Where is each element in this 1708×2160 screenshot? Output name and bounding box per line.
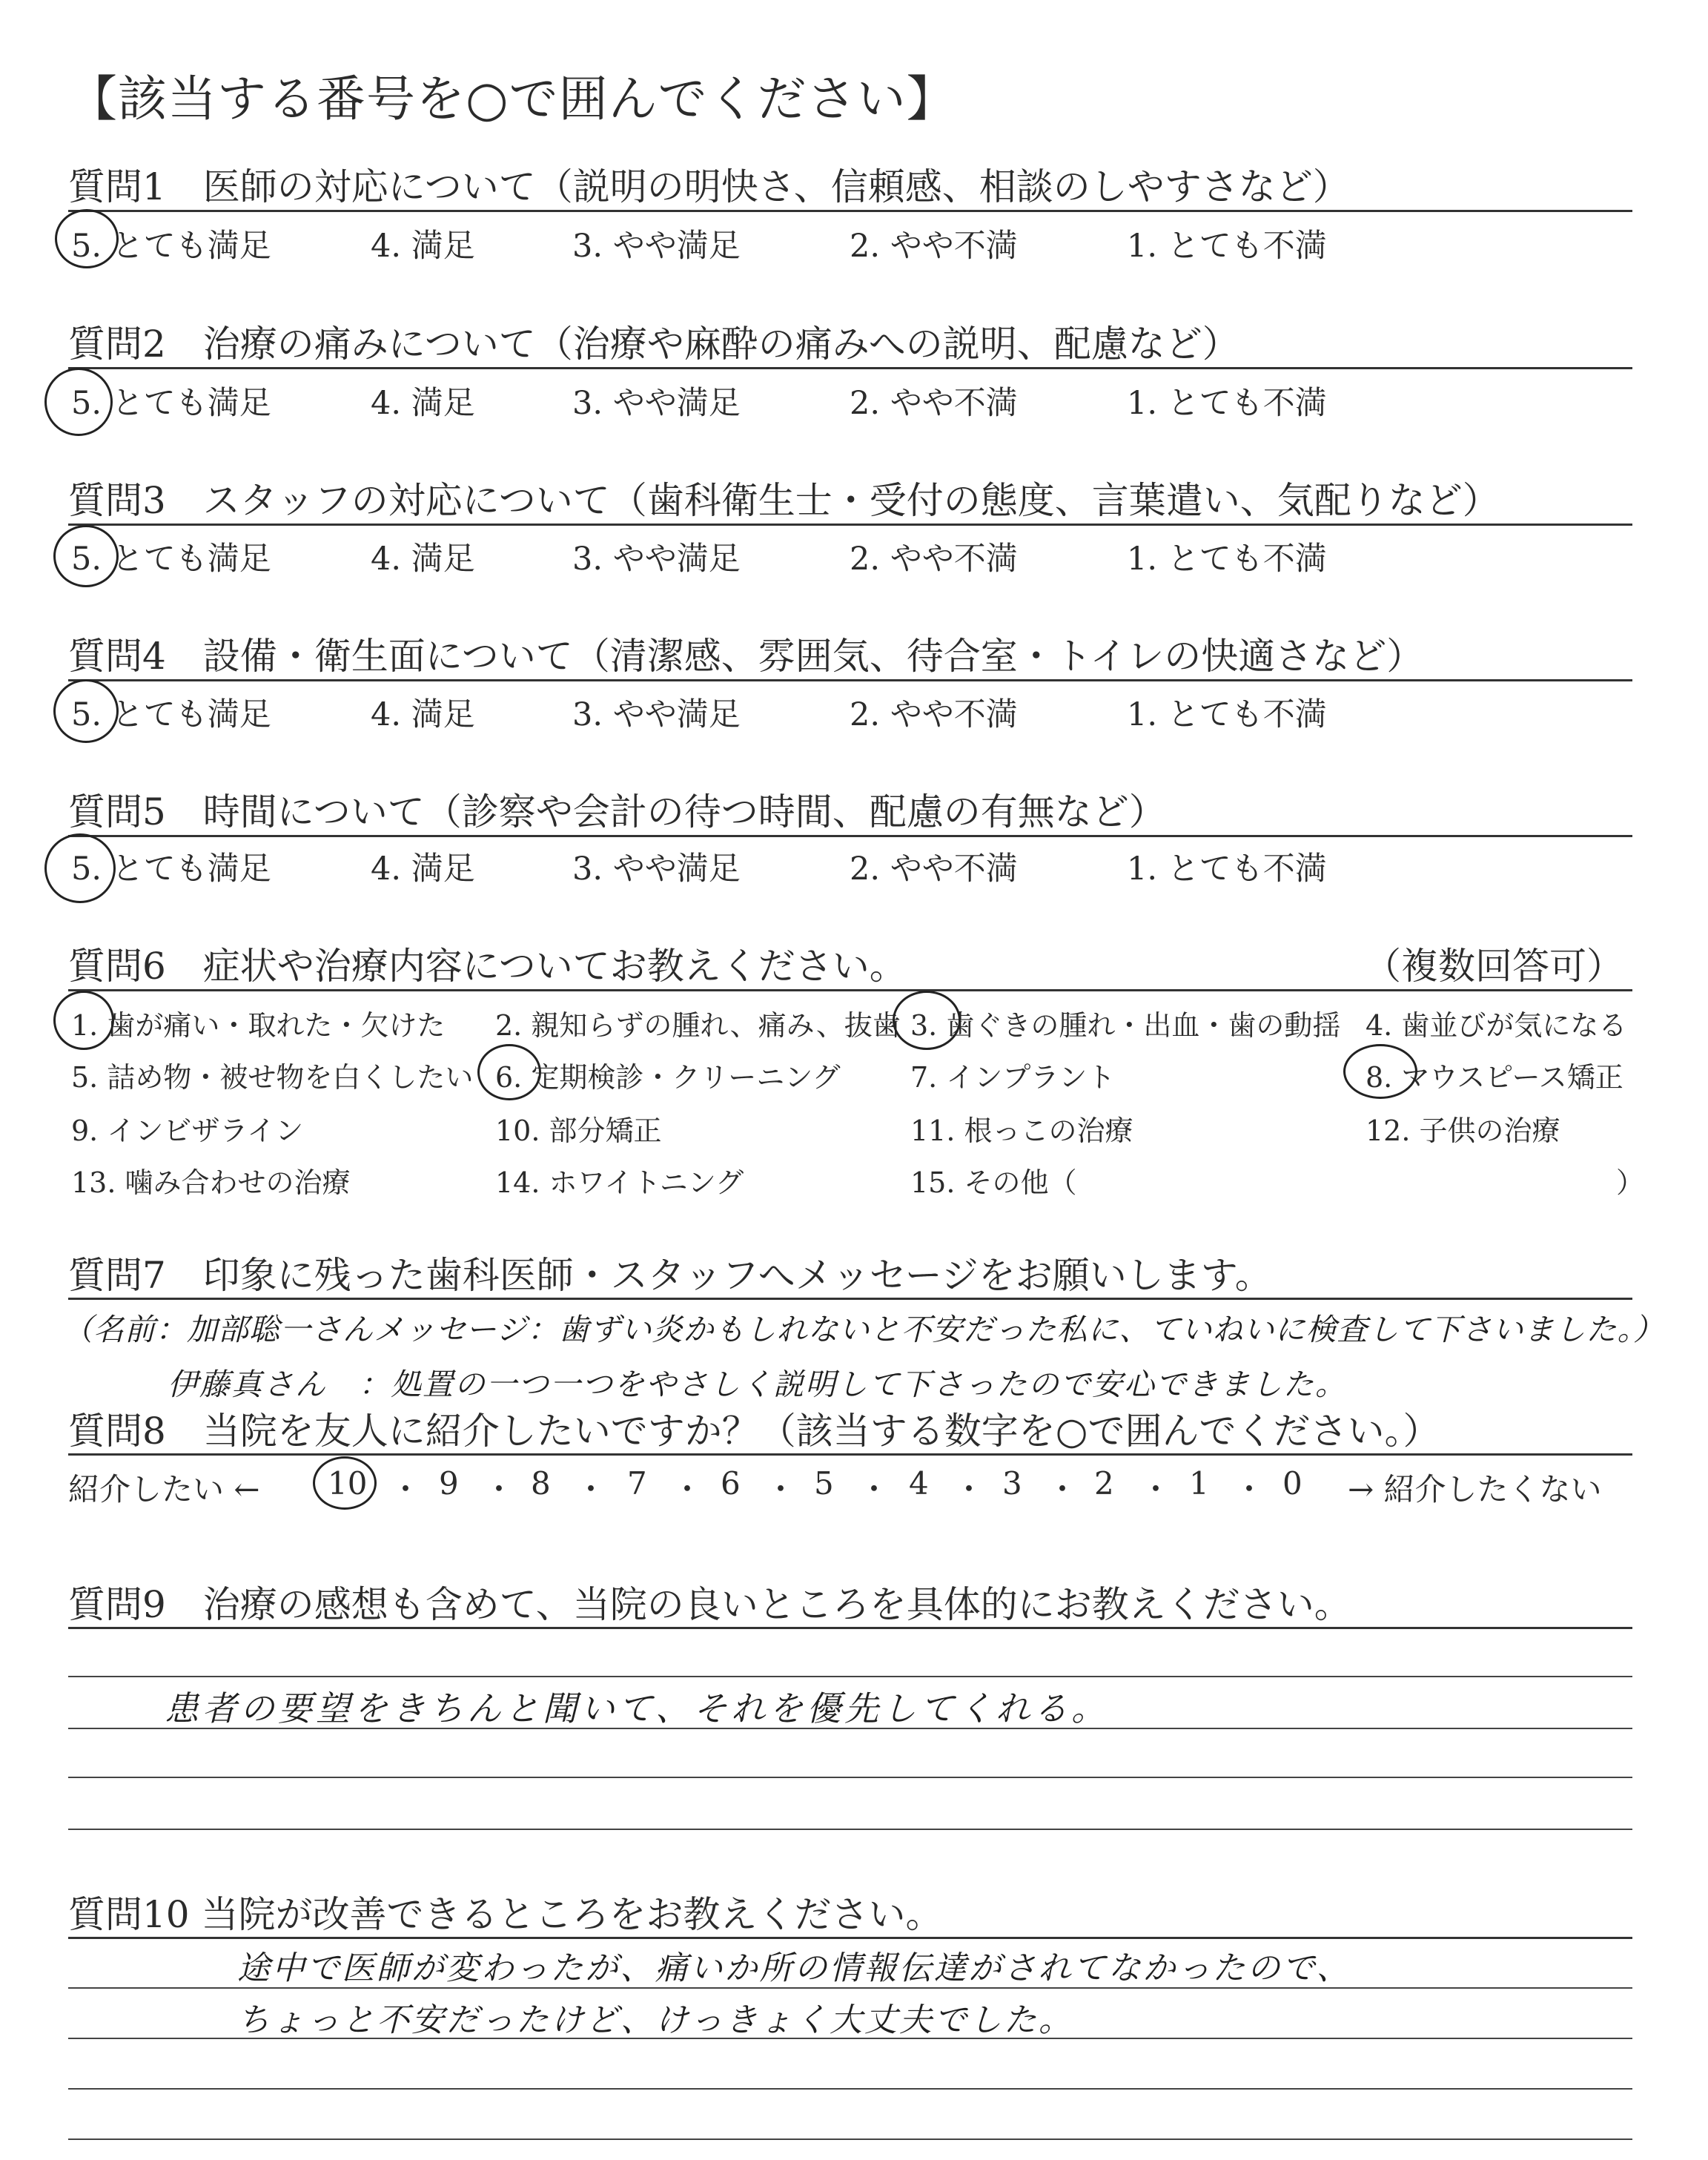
q2-option-3[interactable]: 3. やや満足: [572, 385, 741, 422]
q8-scale-3[interactable]: 3: [1002, 1465, 1022, 1502]
q3-option-5[interactable]: 5. とても満足: [71, 541, 271, 578]
q4-option-5[interactable]: 5. とても満足: [71, 696, 271, 733]
q1-option-4[interactable]: 4. 満足: [371, 228, 475, 265]
question-6-note: （複数回答可）: [1364, 945, 1623, 988]
answer-line: [68, 1777, 1632, 1778]
q8-scale-1[interactable]: 1: [1189, 1465, 1209, 1502]
q2-option-5[interactable]: 5. とても満足: [71, 385, 271, 422]
q4-option-3[interactable]: 3. やや満足: [572, 696, 741, 733]
q8-left-label: 紹介したい ←: [68, 1471, 260, 1507]
question-4-title: 質問4 設備・衛生面について（清潔感、雰囲気、待合室・トイレの快適さなど）: [68, 635, 1424, 678]
q6-option-5[interactable]: 5. 詰め物・被せ物を白くしたい: [71, 1061, 474, 1094]
q6-option-7[interactable]: 7. インプラント: [910, 1061, 1116, 1094]
question-3-title: 質問3 スタッフの対応について（歯科衛生士・受付の態度、言葉遣い、気配りなど）: [68, 479, 1500, 522]
question-2-rule: [68, 367, 1632, 369]
q2-answer-circle: [44, 368, 113, 436]
question-5-title: 質問5 時間について（診察や会計の待つ時間、配慮の有無など）: [68, 790, 1166, 833]
question-1-rule: [68, 210, 1632, 212]
q6-option-6[interactable]: 6. 定期検診・クリーニング: [495, 1061, 841, 1094]
q6-option-14[interactable]: 14. ホワイトニング: [495, 1166, 744, 1199]
q6-answer-circle-1: [53, 991, 114, 1050]
question-3-rule: [68, 524, 1632, 526]
question-2-title: 質問2 治療の痛みについて（治療や麻酔の痛みへの説明、配慮など）: [68, 323, 1239, 366]
question-5-rule: [68, 835, 1632, 837]
answer-line: [68, 2138, 1632, 2140]
q8-scale-10[interactable]: 10: [328, 1465, 368, 1502]
page-title: 【該当する番号を○で囲んでください】: [68, 70, 956, 128]
q4-option-1[interactable]: 1. とても不満: [1127, 696, 1327, 733]
q6-option-12[interactable]: 12. 子供の治療: [1366, 1114, 1560, 1147]
q1-option-5[interactable]: 5. とても満足: [71, 228, 271, 265]
question-6-rule: [68, 989, 1632, 991]
question-7-title: 質問7 印象に残った歯科医師・スタッフへメッセージをお願いします。: [68, 1254, 1272, 1297]
q8-right-label: → 紹介したくない: [1348, 1471, 1602, 1507]
q2-option-1[interactable]: 1. とても不満: [1127, 385, 1327, 422]
q5-option-3[interactable]: 3. やや満足: [572, 851, 741, 888]
question-10-rule: [68, 1937, 1632, 1939]
q6-option-13[interactable]: 13. 噛み合わせの治療: [71, 1166, 351, 1199]
q2-option-4[interactable]: 4. 満足: [371, 385, 475, 422]
q3-answer-circle: [53, 525, 119, 587]
q8-scale-5[interactable]: 5: [814, 1465, 834, 1502]
q10-answer-line-1: 途中で医師が変わったが、痛いか所の情報伝達がされてなかったので、: [237, 1949, 1351, 1987]
answer-line: [68, 1829, 1632, 1830]
q4-answer-circle: [53, 679, 119, 743]
q8-scale-0[interactable]: 0: [1282, 1465, 1302, 1502]
question-9-title: 質問9 治療の感想も含めて、当院の良いところを具体的にお教えください。: [68, 1583, 1351, 1626]
q8-separator: ・: [575, 1471, 607, 1507]
q8-scale-9[interactable]: 9: [439, 1465, 459, 1502]
question-4-rule: [68, 679, 1632, 681]
q8-separator: ・: [953, 1471, 985, 1507]
q6-option-3[interactable]: 3. 歯ぐきの腫れ・出血・歯の動揺: [910, 1009, 1341, 1042]
q5-option-1[interactable]: 1. とても不満: [1127, 851, 1327, 888]
q7-message-line-1: （名前：加部聡一さんメッセージ：歯ずい炎かもしれないと不安だった私に、ていねいに検査して下さいました。）: [62, 1312, 1665, 1347]
answer-line: [68, 2088, 1632, 2090]
q9-answer-text: 患者の要望をきちんと聞いて、それを優先してくれる。: [165, 1688, 1110, 1728]
q8-separator: ・: [765, 1471, 797, 1507]
q6-answer-circle-8: [1343, 1044, 1417, 1099]
q2-option-2[interactable]: 2. やや不満: [850, 385, 1018, 422]
q8-separator: ・: [1234, 1471, 1265, 1507]
q8-separator: ・: [1140, 1471, 1172, 1507]
question-1-title: 質問1 医師の対応について（説明の明快さ、信頼感、相談のしやすさなど）: [68, 165, 1350, 208]
q3-option-2[interactable]: 2. やや不満: [850, 541, 1018, 578]
q8-separator: ・: [858, 1471, 890, 1507]
q5-option-5[interactable]: 5. とても満足: [71, 851, 271, 888]
q6-answer-circle-3: [893, 991, 961, 1050]
q6-option-2[interactable]: 2. 親知らずの腫れ、痛み、抜歯: [495, 1009, 901, 1042]
q6-option-15-close: ）: [1616, 1166, 1645, 1199]
q1-option-2[interactable]: 2. やや不満: [850, 228, 1018, 265]
q6-option-8[interactable]: 8. マウスピース矯正: [1366, 1061, 1623, 1094]
q6-option-11[interactable]: 11. 根っこの治療: [910, 1114, 1133, 1147]
q8-scale-6[interactable]: 6: [721, 1465, 741, 1502]
q1-answer-circle: [55, 209, 119, 268]
q6-option-4[interactable]: 4. 歯並びが気になる: [1366, 1009, 1627, 1042]
answer-line: [68, 1676, 1632, 1677]
q8-scale-4[interactable]: 4: [909, 1465, 929, 1502]
question-10-title: 質問10 当院が改善できるところをお教えください。: [68, 1893, 943, 1936]
q3-option-1[interactable]: 1. とても不満: [1127, 541, 1327, 578]
q1-option-1[interactable]: 1. とても不満: [1127, 228, 1327, 265]
q8-scale-2[interactable]: 2: [1094, 1465, 1114, 1502]
q8-separator: ・: [483, 1471, 515, 1507]
q8-answer-circle: [313, 1456, 377, 1510]
q7-message-line-2: 伊藤真さん ：処置の一つ一つをやさしく説明して下さったので安心できました。: [168, 1367, 1347, 1402]
question-8-rule: [68, 1453, 1632, 1456]
q10-answer-line-2: ちょっと不安だったけど、けっきょく大丈夫でした。: [237, 2001, 1073, 2039]
q8-separator: ・: [390, 1471, 422, 1507]
question-7-rule: [68, 1298, 1632, 1300]
q8-separator: ・: [672, 1471, 704, 1507]
q6-option-1[interactable]: 1. 歯が痛い・取れた・欠けた: [71, 1009, 446, 1042]
q5-option-2[interactable]: 2. やや不満: [850, 851, 1018, 888]
question-8-title: 質問8 当院を友人に紹介したいですか？（該当する数字を○で囲んでください。）: [68, 1410, 1440, 1453]
q4-option-4[interactable]: 4. 満足: [371, 696, 475, 733]
q6-option-10[interactable]: 10. 部分矯正: [495, 1114, 662, 1147]
q8-separator: ・: [1047, 1471, 1079, 1507]
q3-option-4[interactable]: 4. 満足: [371, 541, 475, 578]
q6-option-15[interactable]: 15. その他（: [910, 1166, 1077, 1199]
q5-option-4[interactable]: 4. 満足: [371, 851, 475, 888]
q1-option-3[interactable]: 3. やや満足: [572, 228, 741, 265]
q3-option-3[interactable]: 3. やや満足: [572, 541, 741, 578]
question-9-rule: [68, 1627, 1632, 1629]
q8-scale-8[interactable]: 8: [531, 1465, 551, 1502]
q6-answer-circle-6: [477, 1044, 541, 1100]
q6-option-9[interactable]: 9. インビザライン: [71, 1114, 304, 1147]
q5-answer-circle: [44, 833, 116, 903]
q8-scale-7[interactable]: 7: [627, 1465, 647, 1502]
question-6-title: 質問6 症状や治療内容についてお教えください。: [68, 945, 907, 988]
q4-option-2[interactable]: 2. やや不満: [850, 696, 1018, 733]
